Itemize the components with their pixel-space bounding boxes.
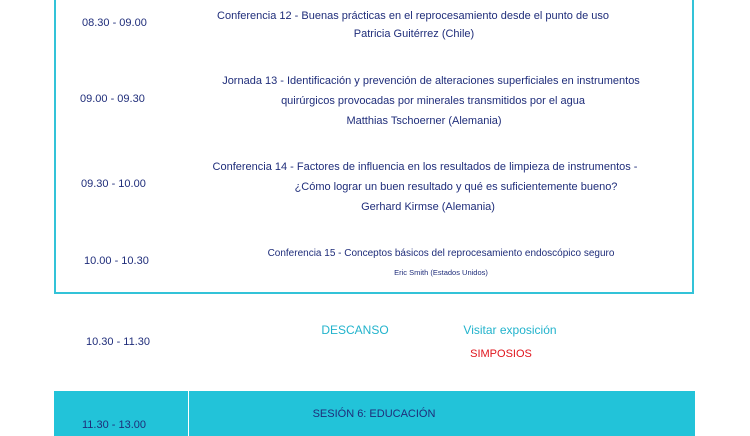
session-speaker: Gerhard Kirmse (Alemania) — [361, 201, 495, 213]
session-time: 09.30 - 10.00 — [81, 178, 146, 190]
session-title: Conferencia 12 - Buenas prácticas en el reprocesamiento desde el punto de uso — [217, 10, 609, 22]
next-session-time: 11.30 - 13.00 — [82, 419, 147, 431]
bar-divider — [188, 391, 189, 436]
session-title: Conferencia 15 - Conceptos básicos del reprocesamiento endoscópico seguro — [267, 248, 615, 259]
session-speaker: Eric Smith (Estados Unidos) — [394, 268, 488, 277]
session-title: Conferencia 14 - Factores de influencia en los resultados de limpieza de instrumentos - — [212, 161, 638, 173]
next-session-title: SESIÓN 6: EDUCACIÓN — [312, 408, 436, 420]
session-time: 08.30 - 09.00 — [82, 17, 147, 29]
break-label: DESCANSO — [321, 323, 389, 337]
session-time: 10.00 - 10.30 — [84, 255, 149, 267]
exhibition-label: Visitar exposición — [463, 323, 557, 337]
session-speaker: Matthias Tschoerner (Alemania) — [346, 115, 502, 127]
session-title: Jornada 13 - Identificación y prevención de alteraciones superficiales en instrumentos — [222, 75, 640, 87]
break-time: 10.30 - 11.30 — [86, 336, 151, 348]
session-title-continued: ¿Cómo lograr un buen resultado y qué es suficientemente bueno? — [294, 181, 618, 193]
session-time: 09.00 - 09.30 — [80, 93, 145, 105]
session-title-continued: quirúrgicos provocadas por minerales transmitidos por el agua — [281, 95, 585, 107]
symposia-label: SIMPOSIOS — [470, 348, 532, 360]
session-speaker: Patricia Guitérrez (Chile) — [353, 28, 475, 40]
session-header-bar — [54, 391, 695, 436]
